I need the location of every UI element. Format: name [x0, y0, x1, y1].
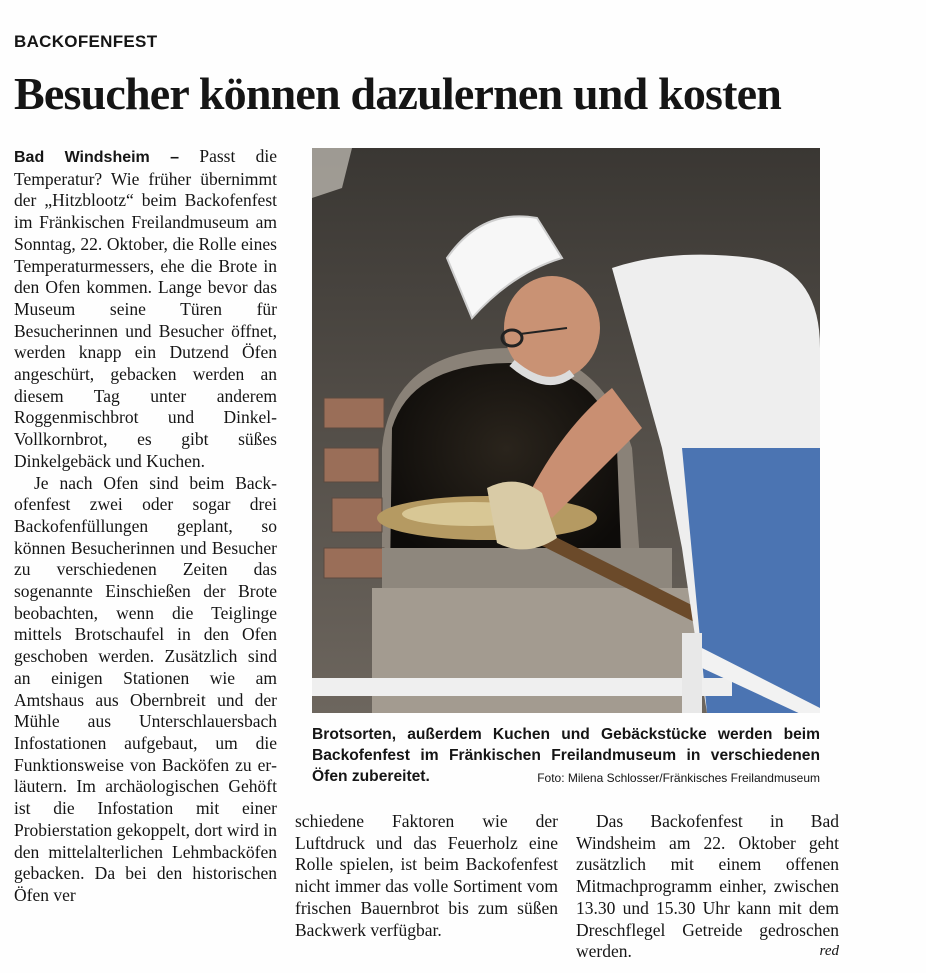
headline: Besucher können dazulernen und kosten — [14, 68, 782, 119]
paragraph-1-text: Passt die Temperatur? Wie früher übernimmt der „Hitzblootz“ beim Backofenfest im Fränkischen Freilandmuseum am Sonntag, 22. Oktober, die Rolle eines Temperaturmessers, ehe die Brote in den Ofen kommen. Lange bevor das Museum seine Türen für Besucherinnen und Besucher öffnet, werden knapp ein Dutzend Öfen angeschürt, gebacken werden an diesem Tag unter anderem Roggenmischbrot und Dinkel-Vollkornbrot, es gibt süßes Dinkelgebäck und Kuchen. — [14, 146, 277, 471]
paragraph-2: Je nach Ofen sind beim Backofenfest zwei oder sogar drei Backofenfüllungen geplant, so können Besucherinnen und Besucher zu verschiedenen Zeiten das sogenannte Einschießen der Brote beobachten, wenn die Teiglinge mittels Brotschaufel in den Ofen geschoben werden. Zusätzlich sind an einigen Stationen wie am Amtshaus aus Obernbreit und der Mühle aus Unterschlauersbach Infostationen aufgebaut, um die Funktionsweise von Backöfen zu erläutern. Im archäologischen Gehöft ist die Infostation mit einer Probierstation gekoppelt, dort wird in den mittelalterlichen Lehmbacköfen gebacken. Da bei den historischen Öfen ver — [14, 472, 277, 905]
article-photo — [312, 148, 820, 713]
author-signoff: red — [819, 943, 839, 960]
paragraph-1 — [14, 146, 277, 473]
article-column-3 — [576, 811, 839, 963]
paragraph-3: schiedene Faktoren wie der Luftdruck und das Feuerholz eine Rolle spielen, ist beim Backofenfest nicht immer das volle Sortiment vom frischen Bauernbrot bis zum süßen Backwerk verfügbar. — [295, 811, 558, 940]
article-column-1 — [14, 146, 277, 907]
article-column-2 — [295, 811, 558, 941]
dateline: Bad Windsheim – — [14, 149, 180, 166]
paragraph-4 — [576, 811, 839, 963]
photo-credit: Foto: Milena Schlosser/Fränkisches Freilandmuseum — [537, 771, 820, 785]
caption-text: Brotsorten, außerdem Kuchen und Gebäckstücke werden beim Backofenfest im Fränkischen Freilandmuseum in verschiedenen Öfen zubereitet. — [312, 726, 820, 785]
section-kicker: BACKOFENFEST — [14, 32, 158, 51]
photo-caption — [312, 724, 820, 789]
paragraph-4-text: Das Backofenfest in Bad Windsheim am 22. Oktober geht zusätzlich mit einem offenen Mitmachprogramm einher, zwischen 13.30 und 15.30 Uhr kann mit dem Dreschflegel Getreide gedroschen werden. — [576, 811, 839, 962]
baker-at-oven-illustration — [312, 148, 820, 713]
